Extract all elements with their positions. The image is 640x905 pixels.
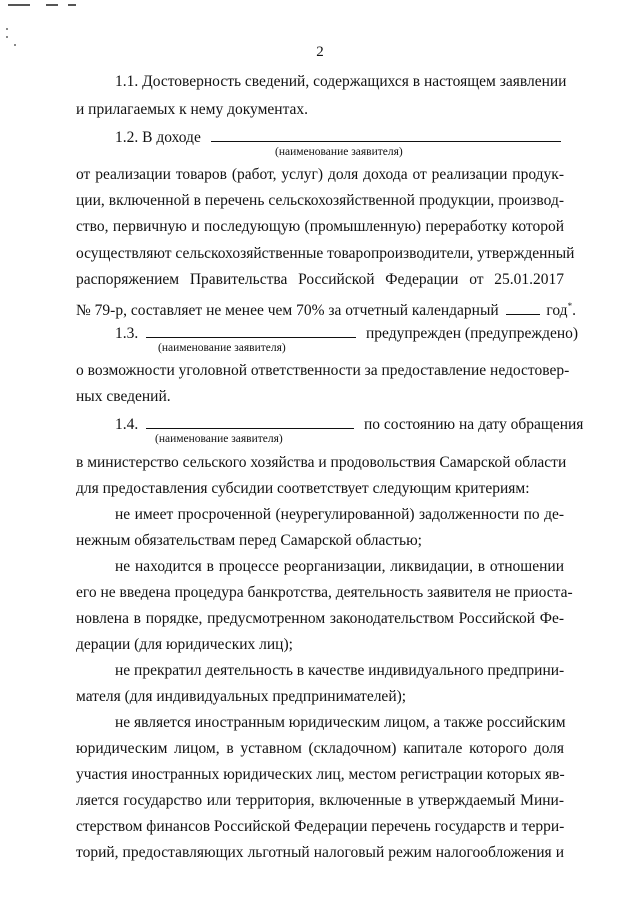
scan-dot (6, 28, 8, 30)
clause-1-3-lead: 1.3. (115, 325, 139, 342)
scan-mark (46, 4, 58, 6)
applicant-name-blank[interactable] (146, 322, 356, 338)
criterion-line: стерством финансов Российской Федерации перечень государств и терри- (76, 818, 565, 835)
clause-1-3-line: ных сведений. (76, 388, 171, 405)
clause-1-2-line: ции, включенной в перечень сельскохозяйственной продукции, производ- (76, 192, 564, 209)
field-caption: (наименование заявителя) (155, 433, 283, 445)
applicant-name-blank[interactable] (146, 413, 354, 429)
scan-mark (8, 4, 30, 6)
clause-1-2-last-line (76, 296, 576, 321)
year-word: год (546, 302, 568, 320)
footnote-mark: * (567, 301, 573, 311)
criterion-line: ляется государство или территория, включенные в утверждаемый Мини- (76, 792, 564, 809)
clause-1-4-lead: 1.4. (115, 416, 139, 433)
applicant-name-blank[interactable] (211, 126, 561, 142)
clause-1-2-line: осуществляют сельскохозяйственные товаропроизводители, утвержденный (76, 245, 575, 262)
criterion-line: новлена в порядке, предусмотренном законодательством Российской Фе- (76, 610, 564, 627)
clause-1-3-tail: предупрежден (предупреждено) (366, 325, 579, 342)
criterion-line: участия иностранных юридических лиц, местом регистрации которых яв- (76, 766, 565, 783)
criterion-line: мателя (для индивидуальных предпринимателей); (76, 688, 407, 705)
criterion-line: не находится в процессе реорганизации, ликвидации, в отношении (115, 558, 564, 575)
criterion-line: не имеет просроченной (неурегулированной) задолженности по де- (115, 506, 564, 523)
clause-1-2-line: от реализации товаров (работ, услуг) доля дохода от реализации продук- (76, 166, 564, 183)
clause-1-1-line: и прилагаемых к нему документах. (76, 101, 309, 118)
criterion-line: не является иностранным юридическим лицом, а также российским (115, 714, 566, 731)
field-caption: (наименование заявителя) (275, 146, 403, 158)
criterion-line: юридическим лицом, в уставном (складочном) капитале которого доля (76, 740, 564, 757)
clause-1-4-line: в министерство сельского хозяйства и продовольствия Самарской области (76, 454, 567, 471)
page-number: 2 (316, 44, 324, 60)
field-caption: (наименование заявителя) (158, 342, 286, 354)
criterion-line: его не введена процедура банкротства, деятельность заявителя не приоста- (76, 584, 573, 601)
scan-dot (6, 36, 8, 38)
scan-mark (68, 4, 76, 6)
clause-1-4-line: для предоставления субсидии соответствует следующим критериям: (76, 480, 530, 497)
criterion-line: нежным обязательствам перед Самарской областью; (76, 532, 422, 549)
clause-1-4-tail: по состоянию на дату обращения (364, 416, 584, 433)
criterion-line: не прекратил деятельность в качестве индивидуального предприни- (115, 662, 565, 679)
clause-1-2-line: распоряжением Правительства Российской Федерации от 25.01.2017 (76, 271, 564, 288)
clause-1-2-line: ство, первичную и последующую (промышленную) переработку которой (76, 218, 564, 235)
clause-1-2-text: № 79-р, составляет не менее чем 70% за отчетный календарный (76, 302, 499, 320)
criterion-line: дерации (для юридических лиц); (76, 636, 293, 653)
scan-artifact-top (0, 0, 100, 12)
clause-1-3-line: о возможности уголовной ответственности за предоставление недостовер- (76, 362, 570, 379)
clause-1-1-line: 1.1. Достоверность сведений, содержащихся в настоящем заявлении (115, 73, 567, 90)
year-blank[interactable] (506, 299, 540, 315)
criterion-line: торий, предоставляющих льготный налоговый режим налогообложения и (76, 844, 564, 861)
clause-1-2-lead: 1.2. В доходе (115, 129, 201, 146)
period: . (572, 302, 576, 320)
